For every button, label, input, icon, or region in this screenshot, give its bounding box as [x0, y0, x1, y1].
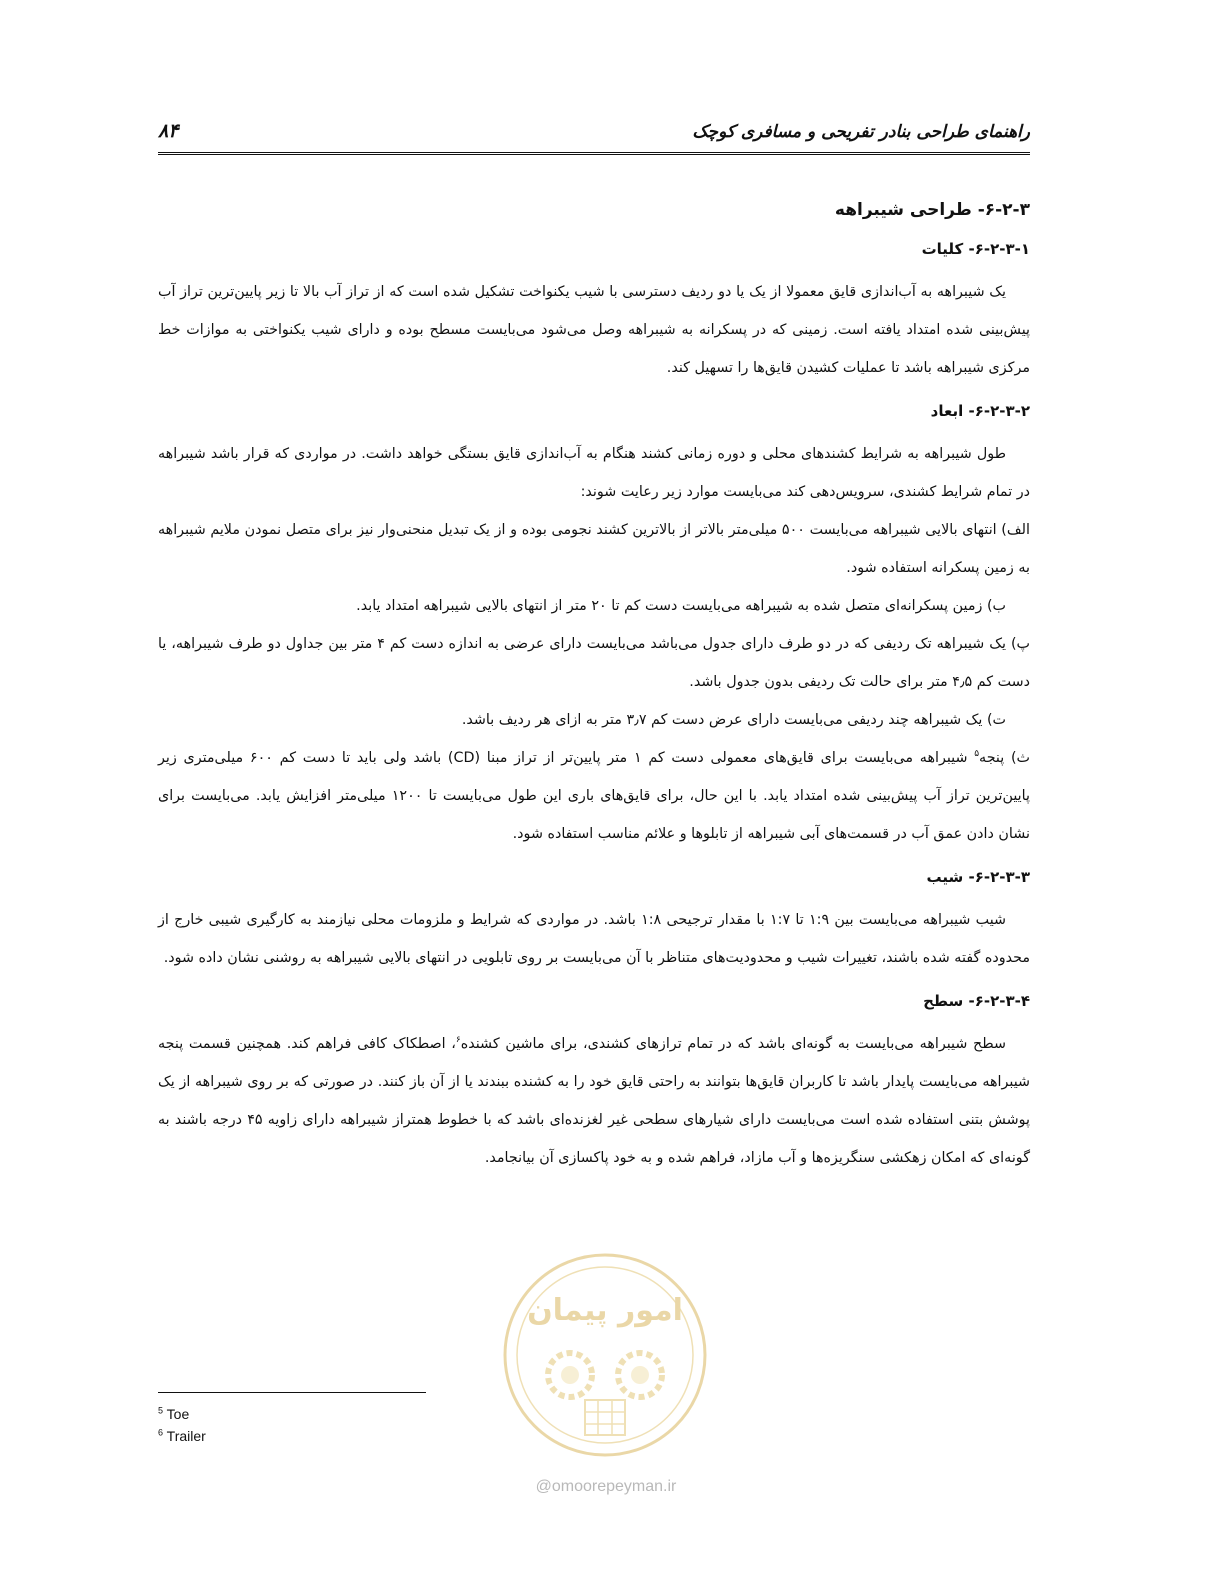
- section-heading: ۶-۲-۳- طراحی شیبراهه: [834, 200, 1030, 220]
- watermark-text: امور پیمان: [527, 1293, 683, 1328]
- paragraph-slope: شیب شیبراهه می‌بایست بین ۱:۹ تا ۱:۷ با مقدار ترجیحی ۱:۸ باشد. در مواردی که شرایط و ملزومات محلی نیازمند به کارگیری شیبی خارج از محدوده گفته شده باشند، تغییرات شیب و محدودیت‌های متناظر با آن می‌بایست بر روی تابلویی در انتهای بالایی شیبراهه به روشنی نشان داده شود.: [158, 912, 1030, 966]
- page-number: ۸۴: [158, 120, 179, 142]
- footnote-ref-6: ۶: [455, 1035, 461, 1046]
- page-header: [158, 112, 1030, 155]
- paragraph-surface: [158, 1025, 1030, 1177]
- paragraph-surface-rest: ، اصطکاک کافی فراهم کند. همچنین قسمت پنجه شیبراهه می‌بایست پایدار باشد تا کاربران قایق‌ها بتوانند به راحتی قایق خود را به کشنده ببندند یا از آن باز کنند. در صورتی که بر روی شیبراهه از یک پوشش بتنی استفاده شده است می‌بایست دارای شیارهای سطحی غیر لغزنده‌ای باشد که با خطوط همتراز شیبراهه دارای زاویه ۴۵ درجه باشند به گونه‌ای که امکان زهکشی سنگریزه‌ها و آب مازاد، فراهم شده و به خود پاکسازی آن بیانجامد.: [158, 1036, 1031, 1166]
- list-item-a: الف) انتهای بالایی شیبراهه می‌بایست ۵۰۰ میلی‌متر بالاتر از بالاترین کشند نجومی بوده و از یک تبدیل منحنی‌وار نیز برای متصل نمودن ملایم شیبراهه به زمین پسکرانه استفاده شود.: [158, 522, 1030, 576]
- subsection-heading-slope: ۶-۲-۳-۳- شیب: [926, 868, 1030, 886]
- list-item-b: ب) زمین پسکرانه‌ای متصل شده به شیبراهه می‌بایست دست کم تا ۲۰ متر از انتهای بالایی شیبراهه امتداد یابد.: [356, 598, 1006, 614]
- paragraph-general: یک شیبراهه به آب‌اندازی قایق معمولا از یک یا دو ردیف دسترسی با شیب یکنواخت تشکیل شده است که از تراز آب بالا تا زیر پایین‌ترین تراز آب پیش‌بینی شده امتداد یافته است. زمینی که در پسکرانه به شیبراهه وصل می‌شود می‌بایست مسطح بوده و دارای شیب یکنواختی به موازات خط مرکزی شیبراهه باشد تا عملیات کشیدن قایق‌ها را تسهیل کند.: [158, 284, 1030, 376]
- list-item-t: ت) یک شیبراهه چند ردیفی می‌بایست دارای عرض دست کم ۳٫۷ متر به ازای هر ردیف باشد.: [461, 712, 1006, 728]
- subsection-heading-surface: ۶-۲-۳-۴- سطح: [923, 992, 1030, 1010]
- list-item-th-start: ث) پنجه: [979, 750, 1030, 766]
- list-item-th: [158, 739, 1030, 853]
- footnote-5: $^5$ Toe: [158, 1405, 190, 1422]
- book-title: راهنمای طراحی بنادر تفریحی و مسافری کوچک: [692, 122, 1030, 142]
- paragraph-dimensions: طول شیبراهه به شرایط کشندهای محلی و دوره زمانی کشند هنگام به آب‌اندازی قایق بستگی خواهد داشت. در مواردی که قرار باشد شیبراهه در تمام شرایط کشندی، سرویس‌دهی کند می‌بایست موارد زیر رعایت شوند:: [158, 446, 1030, 500]
- footnote-ref-5: ۵: [974, 749, 980, 760]
- watermark-url: @omoorepeyman.ir: [535, 1478, 677, 1495]
- list-item-p: پ) یک شیبراهه تک ردیفی که در دو طرف دارای جدول می‌باشد می‌بایست دارای عرضی به اندازه دست کم ۴ متر بین جداول دو طرف شیبراهه، یا دست کم ۴٫۵ متر برای حالت تک ردیفی بدون جدول باشد.: [158, 636, 1030, 690]
- page-content: [158, 197, 1030, 1177]
- subsection-heading-general: ۶-۲-۳-۱- کلیات: [921, 240, 1030, 258]
- footnotes: [158, 1392, 426, 1447]
- footnote-6: $^6$ Trailer: [158, 1427, 206, 1444]
- paragraph-surface-start: سطح شیبراهه می‌بایست به گونه‌ای باشد که در تمام ترازهای کشندی، برای ماشین کشنده: [460, 1036, 1006, 1052]
- watermark-seal-icon: [500, 1250, 710, 1460]
- subsection-heading-dimensions: ۶-۲-۳-۲- ابعاد: [930, 402, 1030, 420]
- list-item-th-rest: شیبراهه می‌بایست برای قایق‌های معمولی دست کم ۱ متر پایین‌تر از تراز مبنا (CD) باشد ولی باید تا دست کم ۶۰۰ میلی‌متری زیر پایین‌ترین تراز آب پیش‌بینی شده امتداد یابد. با این حال، برای قایق‌های باری این طول می‌بایست تا ۱۲۰۰ میلی‌متر افزایش یابد. می‌بایست برای نشان دادن عمق آب در قسمت‌های آبی شیبراهه از تابلوها و علائم مناسب استفاده شود.: [158, 750, 1030, 842]
